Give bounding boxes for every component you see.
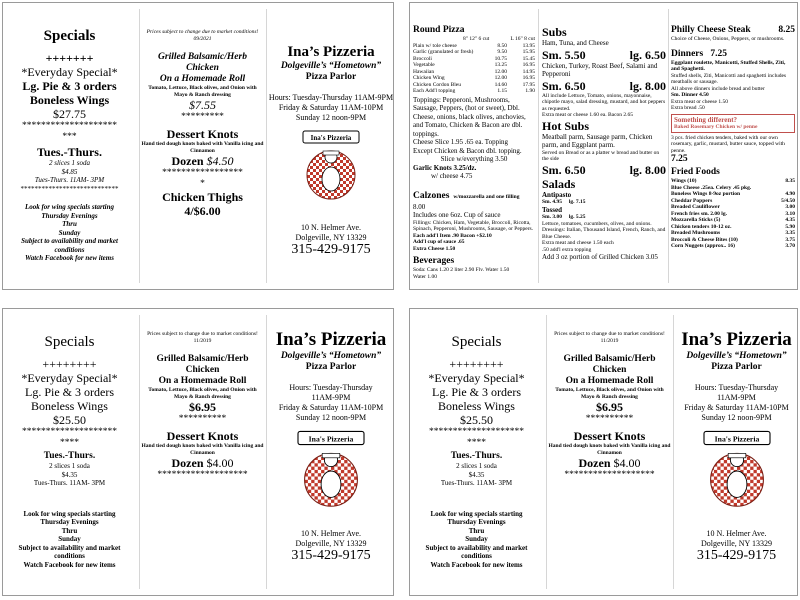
dinners-column: [671, 3, 795, 289]
sub-desc: Ham, Tuna, and Cheese: [542, 39, 609, 47]
address: Dolgeville, NY 13329: [295, 233, 367, 242]
star-divider: ********************: [22, 427, 117, 437]
fried-food-row: Broccoli & Cheese Bites (10) 3.75: [671, 236, 795, 243]
calzone-extra: Extra Cheese 1.50: [413, 245, 456, 252]
sub-sm-price: Sm. 6.50: [542, 78, 586, 93]
special-wings: Boneless Wings: [438, 399, 515, 413]
salad-extra: .50 add'l extra topping: [542, 246, 592, 253]
wing-note: Sunday: [465, 535, 488, 543]
add-chicken: Add 3 oz portion of Grilled Chicken 3.05: [542, 253, 658, 261]
specials-title: Specials: [451, 334, 502, 350]
dinners-note: All above dinners include bread and butter: [671, 85, 765, 92]
beverage-line: Soda: Cans 1.20 2 liter 2.90 Flv. Water 1.50: [413, 267, 510, 273]
slice-hours: Tues-Thurs. 11AM- 3PM: [33, 479, 106, 487]
star-divider: ********************: [429, 427, 524, 437]
beverage-line: Water 1.00: [413, 273, 437, 280]
wing-note: Thru: [62, 220, 77, 228]
philly-title: Philly Cheese Steak: [671, 25, 751, 35]
pizzeria-logo: [295, 127, 367, 207]
sub-lg-price: lg. 8.00: [629, 78, 666, 93]
hours: 11AM-9PM: [311, 393, 351, 402]
plus-divider: ++++++++: [42, 357, 97, 371]
slice-special: 2 slices 1 soda: [48, 159, 91, 167]
pizza-price-row: Broccoli 10.75 15.45: [413, 55, 535, 62]
hours: Hours: Tuesday-Thursday: [694, 383, 779, 392]
fried-food-row: Cheddar Poppers 5/4.50: [671, 197, 795, 204]
menu-sheet-bottom-right: [409, 308, 798, 596]
hours: Sunday 12 noon-9PM: [295, 113, 367, 122]
antipasto-sm: Sm. 4.95: [542, 199, 563, 205]
star-divider: **********: [178, 414, 227, 424]
calzones-fillings: Fillings: Chicken, Ham, Vegetable, Broccoli, Ricotta, Spinach, Pepperoni, Mushrooms, Sausage, or Peppers.: [413, 219, 534, 232]
tossed-lg: lg. 5.25: [568, 214, 586, 220]
balsamic-desc: Tomato, Lettuce, Black olives, and Onion with Mayo & Ranch dressing: [148, 85, 257, 98]
features-column: [141, 309, 264, 595]
price-notice: Prices subject to change due to market conditions!: [554, 331, 665, 337]
hours: Sunday 12 noon-9PM: [295, 413, 367, 422]
slice-price: $4.85: [61, 167, 78, 176]
specials-column: [3, 309, 136, 595]
size-head: 8" 12" 6 cut: [463, 36, 490, 42]
philly-desc: Choice of Cheese, Onions, Peppers, or mushrooms.: [671, 36, 785, 42]
wing-note: conditions: [54, 552, 85, 560]
star-divider: ****: [60, 438, 79, 448]
pizza-price-row: Vegetable 13.25 16.95: [413, 62, 535, 68]
balsamic-title: On a Homemade Roll: [158, 376, 247, 386]
fried-food-row: Corn Nuggets (approx.. 16) 3.70: [671, 243, 795, 249]
fried-food-row: Blue Cheese .25ea. Celery .45 pkg.: [671, 184, 752, 191]
pizza-price-row: Hawaiian 12.00 14.95: [413, 68, 535, 75]
slice-special: 2 slices 1 soda: [456, 462, 497, 470]
fried-food-row: Wings (10) 8.35: [671, 178, 795, 184]
hot-subs-served: Served on Bread or as a platter w bread and butter on the side: [542, 149, 660, 162]
fried-title: Fried Foods: [671, 167, 720, 177]
everyday-special: *Everyday Special*: [21, 65, 118, 79]
wing-note: Subject to availability and market: [18, 543, 121, 552]
calzones-title: Calzones: [413, 190, 450, 201]
wing-note: Watch Facebook for new items: [23, 560, 116, 569]
tagline: Pizza Parlor: [711, 362, 762, 372]
star-divider: ****: [467, 438, 486, 448]
address: 10 N. Helmer Ave.: [300, 223, 362, 232]
dinners-price: 7.25: [710, 48, 727, 59]
wing-note: Thru: [61, 526, 78, 535]
star-divider: ***: [62, 132, 77, 142]
special-wings: Boneless Wings: [29, 93, 110, 107]
pizza-price-row: Garlic (granulated or fresh) 9.50 15.95: [413, 49, 535, 55]
knots-title: Dessert Knots: [573, 429, 646, 443]
wing-note: Thursday Evenings: [447, 518, 506, 526]
tues-thurs-title: Tues.-Thurs.: [37, 145, 102, 159]
wing-note: Watch Facebook for new items: [25, 254, 114, 262]
hours: Hours: Tuesday-Thursday 11AM-9PM: [268, 93, 394, 102]
tossed: Tossed: [542, 205, 562, 214]
balsamic-title: Chicken: [186, 63, 219, 73]
cheese-slice: Cheese Slice 1.95 .65 ea. Topping: [413, 138, 509, 146]
balsamic-desc: Tomato, Lettuce, Black olives, and Onion with Mayo & Ranch dressing: [555, 387, 664, 400]
address: Dolgeville, NY 13329: [295, 539, 367, 548]
slice-everything: Slice w/everything 3.50: [440, 155, 508, 163]
menu-sheet-top-left: [2, 2, 394, 290]
balsamic-price: $6.95: [189, 400, 216, 414]
slice-price: $4.35: [468, 470, 485, 479]
fried-food-row: Breaded Cauliflower 3.00: [671, 204, 795, 210]
price-notice: Prices subject to change due to market conditions!: [147, 331, 258, 337]
price-notice-date: 09/2021: [193, 35, 212, 42]
knots-label: Dozen: [171, 456, 204, 470]
balsamic-title: Grilled Balsamic/Herb: [563, 354, 656, 364]
star-divider: *: [200, 179, 205, 189]
thighs-price: 4/$6.00: [184, 204, 221, 218]
dinners-title: Dinners: [671, 48, 704, 59]
fried-food-row: Boneless Wings 8-9oz portion 4.90: [671, 191, 795, 197]
knots-price: $4.00: [613, 456, 641, 470]
balsamic-price: $7.55: [189, 98, 216, 112]
pizzeria-name: Ina’s Pizzeria: [287, 44, 375, 60]
hours: Sunday 12 noon-9PM: [701, 413, 772, 422]
wing-note: Thursday Evenings: [40, 518, 99, 526]
except-text: Except Chicken & Bacon dbl. topping.: [413, 146, 522, 155]
knots-title: Dessert Knots: [166, 429, 239, 443]
hot-subs-desc: Meatball parm, Sausage parm, Chicken parm, and Eggplant parm.: [542, 132, 653, 149]
wing-note: Thursday Evenings: [41, 211, 98, 220]
salad-extra: Extra meat and cheese 1.50 each: [542, 240, 614, 246]
wing-note: Look for wing specials starting: [24, 203, 115, 211]
phone-number: 315-429-9175: [291, 548, 371, 563]
balsamic-title: Grilled Balsamic/Herb: [156, 354, 249, 364]
star-divider: *******************: [564, 470, 655, 480]
wing-note: Thru: [468, 526, 485, 535]
fried-food-row: Breaded Mushrooms 3.35: [671, 230, 795, 236]
garlic-knots-cheese: w/ cheese 4.75: [431, 172, 473, 180]
features-column: [548, 309, 671, 595]
special-price: $27.75: [53, 107, 86, 121]
beverages-title: Beverages: [413, 256, 455, 266]
calzones-desc: Includes one 6oz. Cup of sauce: [413, 211, 501, 219]
special-price: $25.50: [53, 413, 86, 427]
sub-sm-price: Sm. 5.50: [542, 47, 586, 62]
subs-title: Subs: [542, 25, 567, 39]
hours: Friday & Saturday 11AM-10PM: [684, 403, 789, 412]
knots-desc: Hand tied dough knots baked with Vanilla icing and Cinnamon: [141, 141, 264, 154]
slice-hours: Tues-Thurs. 11AM- 3PM: [440, 479, 513, 487]
star-divider: *****************: [162, 168, 243, 178]
fried-food-row: Mozzarella Sticks (5) 4.35: [671, 217, 795, 223]
antipasto-lg: lg. 7.15: [568, 199, 586, 205]
rosemary-desc: 3 pcs. fried chicken tenders, baked with our own rosemary, garlic, mustard, butter sauce, topped with penne.: [671, 134, 785, 154]
hot-sm-price: Sm. 6.50: [542, 162, 586, 177]
tagline: Pizza Parlor: [305, 362, 357, 372]
calzone-extra: Each add'l Item .90 Bacon +$2.10: [413, 232, 492, 239]
everyday-special: *Everyday Special*: [21, 371, 118, 385]
address: 10 N. Helmer Ave.: [300, 529, 362, 538]
address: Dolgeville, NY 13329: [700, 539, 773, 548]
balsamic-title: On a Homemade Roll: [159, 74, 246, 84]
pizzeria-name: Ina’s Pizzeria: [681, 329, 792, 350]
pizzeria-logo: [291, 427, 371, 515]
knots-desc: Hand tied dough knots baked with Vanilla icing and Cinnamon: [141, 443, 264, 456]
hot-lg-price: lg. 8.00: [629, 162, 666, 177]
sub-extra: Extra meat or cheese 1.60 ea. Bacon 2.65: [542, 112, 634, 118]
slice-special: 2 slices 1 soda: [49, 462, 90, 470]
balsamic-title: Grilled Balsamic/Herb: [158, 52, 247, 62]
dinner-extra: Extra bread .50: [671, 105, 705, 111]
logo-text: Ina's Pizzeria: [310, 134, 352, 142]
phone-number: 315-429-9175: [291, 242, 371, 257]
wing-note: conditions: [54, 245, 85, 254]
wing-note: conditions: [461, 552, 492, 560]
wing-note: Subject to availability and market: [425, 543, 528, 552]
hours: Friday & Saturday 11AM-10PM: [278, 103, 384, 112]
wing-note: Sunday: [58, 535, 81, 543]
dinners-items: Eggplant roulette, Manicotti, Stuffed Shells, Ziti, and Spaghetti.: [671, 59, 786, 72]
dinner-extra: Extra meat or cheese 1.50: [671, 98, 728, 105]
plus-divider: +++++++: [45, 51, 94, 65]
tagline: Dolgeville’s “Hometown”: [280, 351, 382, 361]
special-pie: Lg. Pie & 3 orders: [432, 385, 521, 399]
knots-title: Dessert Knots: [166, 127, 239, 141]
brand-column: [268, 3, 394, 289]
sub-desc: Chicken, Turkey, Roast Beef, Salami and Pepperoni: [542, 61, 658, 78]
specials-column: [3, 3, 136, 289]
fried-food-row: French fries sm. 2.00 lg. 3.10: [671, 210, 795, 217]
calzones-sub: w/mozzarella and one filling: [453, 193, 520, 200]
antipasto: Antipasto: [542, 190, 572, 199]
sub-includes: All include Lettuce, Tomato, onions, mayonnaise, chipotle mayo, salad dressing, mustard, and hot peppers as requested.: [542, 92, 666, 112]
star-divider: ********************: [22, 121, 117, 131]
calzone-extra: Add'l cup of sauce .65: [413, 239, 465, 245]
knots-desc: Hand tied dough knots baked with Vanilla icing and Cinnamon: [548, 443, 671, 456]
wing-note: Subject to availability and market: [21, 237, 118, 245]
star-divider: ****************************: [20, 184, 119, 193]
star-divider: **********: [585, 414, 634, 424]
fried-food-row: Chicken tenders 10-12 oz. 5.90: [671, 223, 795, 230]
tues-thurs-title: Tues.-Thurs.: [43, 451, 96, 461]
tues-thurs-title: Tues.-Thurs.: [450, 451, 503, 461]
wing-note: Watch Facebook for new items: [430, 560, 523, 569]
slice-price: $4.35: [61, 470, 78, 479]
price-notice-date: 11/2019: [193, 337, 212, 344]
rosemary-price: 7.25: [671, 154, 688, 164]
balsamic-desc: Tomato, Lettuce, Black olives, and Onion with Mayo & Ranch dressing: [148, 387, 257, 400]
plus-divider: ++++++++: [449, 357, 504, 371]
special-price: $25.50: [460, 413, 493, 427]
toppings-text: Toppings: Pepperoni, Mushrooms, Sausage, Peppers, (hot or sweet), Dbl. Cheese, onions, black olives, anchovies, and Tomato, Chicken & Bacon are dbl. toppings.: [413, 95, 526, 138]
price-notice: Prices subject to change due to market conditions!: [146, 29, 259, 35]
balsamic-title: Chicken: [185, 365, 220, 375]
pizza-price-row: Plain w/ tole cheese 8.50 13.95: [413, 42, 535, 49]
tagline: Dolgeville’s “Hometown”: [686, 351, 787, 361]
pizza-price-row: Chicken Cordon Bleu 14.60 17.95: [413, 81, 535, 88]
rosemary-title: Baked Rosemary Chicken w/ penne: [674, 124, 758, 130]
slice-hours: Tues-Thurs. 11AM- 3PM: [34, 176, 105, 184]
wing-note: Look for wing specials starting: [430, 509, 523, 518]
brand-column: [268, 309, 394, 595]
specials-title: Specials: [43, 28, 96, 44]
pizza-price-row: Each Add'l topping 1.15 1.90: [413, 88, 535, 94]
subs-column: [542, 3, 666, 289]
tagline: Pizza Parlor: [305, 72, 357, 82]
balsamic-title: Chicken: [592, 365, 627, 375]
hours: 11AM-9PM: [717, 393, 756, 402]
salad-desc: Lettuce, tomatoes, cucumbers, olives, and onions.: [542, 220, 652, 227]
dressings: Dressings: Italian, Thousand Island, French, Ranch, and Blue Cheese.: [542, 227, 666, 240]
knots-price: $4.50: [206, 154, 234, 168]
hours: Friday & Saturday 11AM-10PM: [278, 403, 384, 412]
knots-label: Dozen: [578, 456, 611, 470]
tagline: Dolgeville’s “Hometown”: [280, 61, 382, 71]
knots-price: $4.00: [206, 456, 234, 470]
sm-dinner: Sm. Dinner 4.50: [671, 92, 709, 98]
wing-note: Look for wing specials starting: [23, 509, 116, 518]
balsamic-title: On a Homemade Roll: [565, 376, 654, 386]
menu-sheet-bottom-left: [2, 308, 394, 596]
tossed-sm: Sm. 3.00: [542, 214, 563, 220]
brand-column: [675, 309, 798, 595]
specials-title: Specials: [44, 334, 95, 350]
calzones-price: 8.00: [413, 202, 426, 211]
balsamic-price: $6.95: [596, 400, 623, 414]
something-different: Something different?: [674, 115, 738, 124]
thighs-title: Chicken Thighs: [162, 190, 243, 204]
size-head: L 16" 8 cut: [510, 36, 535, 42]
philly-price: 8.25: [778, 25, 795, 35]
star-divider: *******************: [157, 470, 248, 480]
wing-note: Sunday: [58, 228, 81, 237]
hot-subs-title: Hot Subs: [542, 118, 590, 133]
special-wings: Boneless Wings: [31, 399, 108, 413]
sub-lg-price: lg. 6.50: [629, 47, 666, 62]
special-pie: Lg. Pie & 3 orders: [22, 79, 117, 93]
pizza-title: Round Pizza: [413, 25, 465, 35]
everyday-special: *Everyday Special*: [428, 371, 525, 385]
special-pie: Lg. Pie & 3 orders: [25, 385, 114, 399]
star-divider: *********: [181, 112, 224, 122]
garlic-knots: Garlic Knots 3.25/dz.: [413, 163, 477, 172]
specials-column: [410, 309, 543, 595]
features-column: [141, 3, 264, 289]
dinners-sub: Stuffed shells, Ziti, Manicotti and spaghetti includes meatballs or sausage.: [671, 72, 787, 85]
logo-text: Ina's Pizzeria: [308, 434, 354, 444]
menu-sheet-top-right: [409, 2, 798, 290]
phone-number: 315-429-9175: [696, 548, 777, 563]
logo-text: Ina's Pizzeria: [714, 434, 759, 444]
pizza-price-row: Chicken Wing 12.00 16.95: [413, 75, 535, 81]
price-notice-date: 11/2019: [600, 337, 619, 344]
knots-label: Dozen: [171, 154, 204, 168]
pizza-column: [413, 3, 535, 289]
hours: Hours: Tuesday-Thursday: [289, 383, 373, 392]
pizzeria-name: Ina’s Pizzeria: [275, 329, 387, 350]
pizzeria-logo: [697, 427, 777, 515]
salads-title: Salads: [542, 176, 576, 191]
address: 10 N. Helmer Ave.: [706, 529, 767, 538]
